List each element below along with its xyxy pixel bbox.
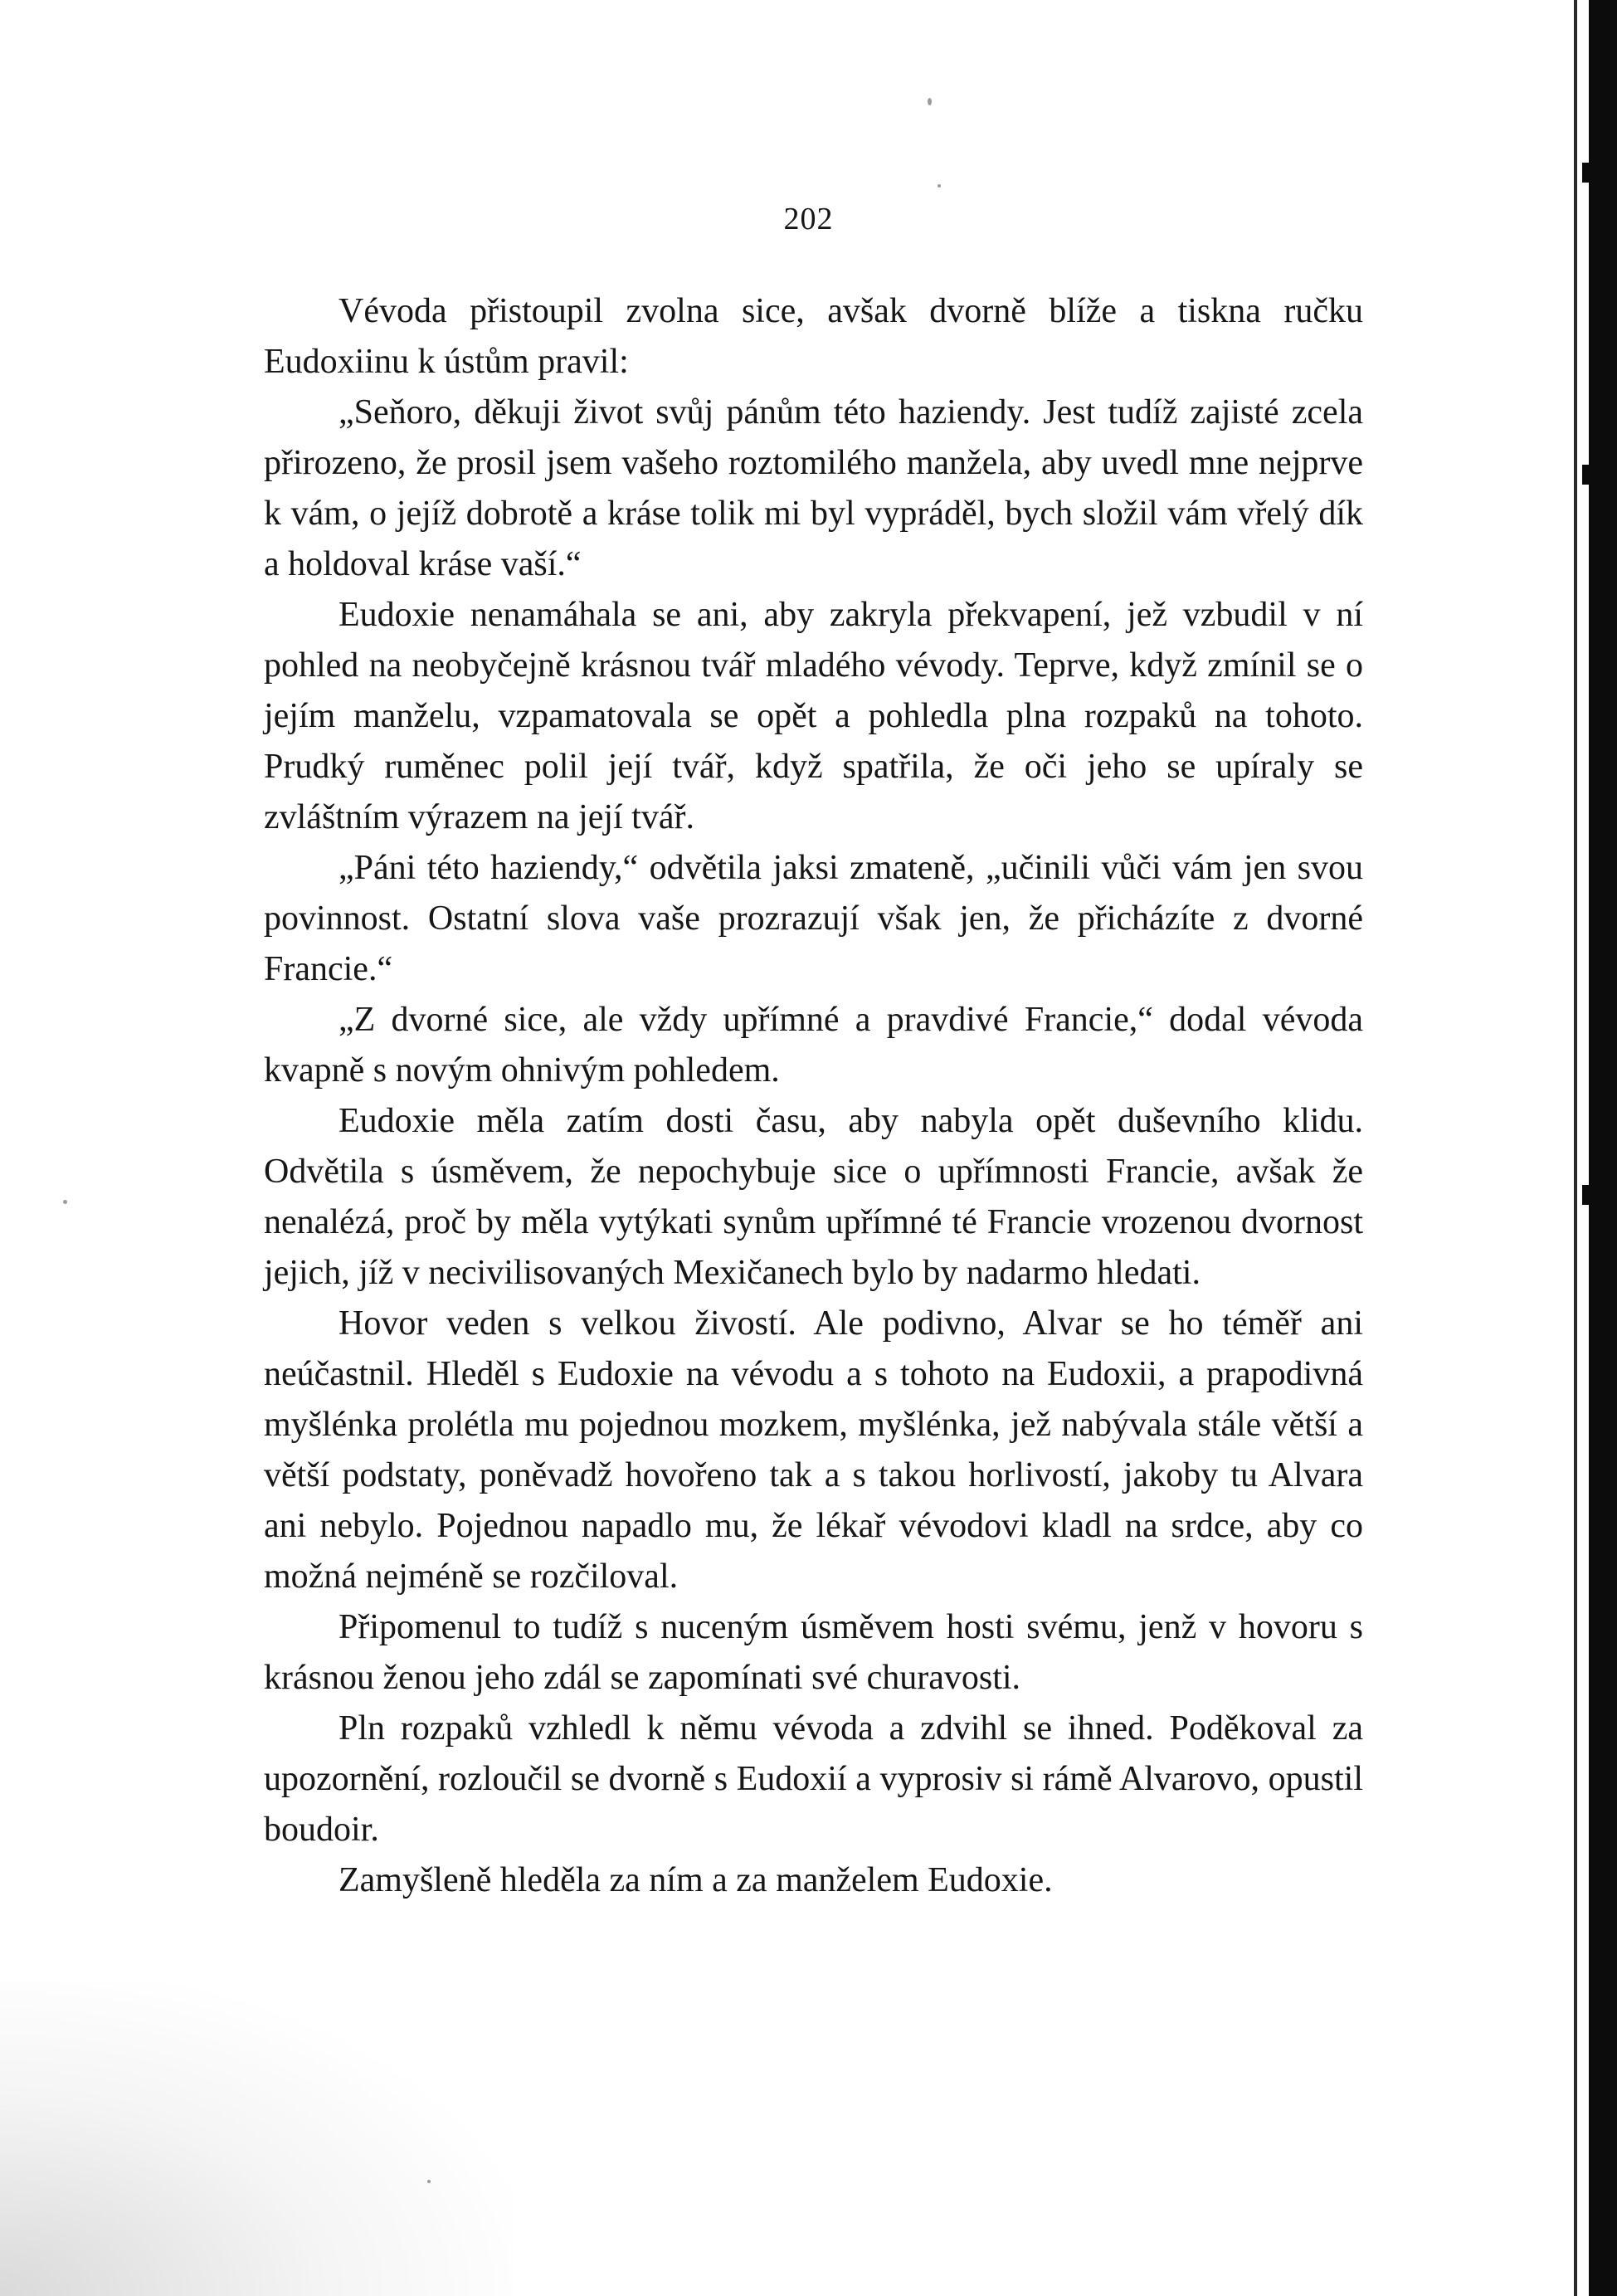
page-speck [427, 2180, 431, 2183]
paragraph: „Seňoro, děkuji život svůj pánům této haziendy. Jest tudíž zajisté zcela přirozeno, že prosil jsem vašeho roztomilého manžela, aby uvedl mne nejprve k vám, o jejíž dobrotě a kráse tolik mi byl vypráděl, bych složil vám vřelý dík a holdoval kráse vaší.“ [264, 393, 1363, 583]
paragraph: „Z dvorné sice, ale vždy upřímné a pravdivé Francie,“ dodal vévoda kvapně s novým ohnivým pohledem. [264, 1001, 1363, 1090]
paragraph: Připomenul to tudíž s nuceným úsměvem hosti svému, jenž v hovoru s krásnou ženou jeho zdál se zapomínati své churavosti. [264, 1608, 1363, 1697]
page-smudge [0, 1981, 514, 2296]
paragraph: „Páni této haziendy,“ odvětila jaksi zmateně, „učinili vůči vám jen svou povinnost. Ostatní slova vaše prozrazují však jen, že přicházíte z dvorné Francie.“ [264, 849, 1363, 988]
scan-border-notch [1582, 163, 1592, 183]
body-text [264, 286, 1363, 1906]
paragraph: Eudoxie měla zatím dosti času, aby nabyla opět duševního klidu. Odvětila s úsměvem, že nepochybuje sice o upřímnosti Francie, avšak že nenalézá, proč by měla vytýkati synům upřímné té Francie vrozenou dvornost jejich, jíž v necivilisovaných Mexičanech bylo by nadarmo hledati. [264, 1102, 1363, 1292]
scan-border [1589, 0, 1617, 2296]
paragraph: Zamyšleně hleděla za ním a za manželem Eudoxie. [338, 1861, 1053, 1899]
scan-border-notch [1582, 465, 1592, 485]
scan-border-notch [1582, 1185, 1592, 1205]
page-speck [938, 184, 941, 188]
page-number: 202 [783, 202, 834, 236]
page-speck [928, 98, 932, 105]
paragraph: Hovor veden s velkou živostí. Ale podivno, Alvar se ho téměř ani neúčastnil. Hleděl s Eudoxie na vévodu a s tohoto na Eudoxii, a prapodivná myšlénka prolétla mu pojednou mozkem, myšlénka, jež nabývala stále větší a větší podstaty, poněvadž hovořeno tak a s takou horlivostí, jakoby tu Alvara ani nebylo. Pojednou napadlo mu, že lékař vévodovi kladl na srdce, aby co možná nejméně se rozčiloval. [264, 1304, 1363, 1596]
paragraph: Vévoda přistoupil zvolna sice, avšak dvorně blíže a tiskna ručku Eudoxiinu k ústům pravil: [264, 292, 1363, 381]
paragraph: Eudoxie nenamáhala se ani, aby zakryla překvapení, jež vzbudil v ní pohled na neobyčejně krásnou tvář mladého vévody. Teprve, když zmínil se o jejím manželu, vzpamatovala se opět a pohledla plna rozpaků na tohoto. Prudký ruměnec polil její tvář, když spatřila, že oči jeho se upíraly se zvláštním výrazem na její tvář. [264, 596, 1363, 836]
page-edge-line [1574, 0, 1577, 2296]
page-speck [63, 1200, 67, 1204]
paragraph: Pln rozpaků vzhledl k němu vévoda a zdvihl se ihned. Poděkoval za upozornění, rozloučil se dvorně s Eudoxií a vyprosiv si rámě Alvarovo, opustil boudoir. [264, 1709, 1363, 1849]
